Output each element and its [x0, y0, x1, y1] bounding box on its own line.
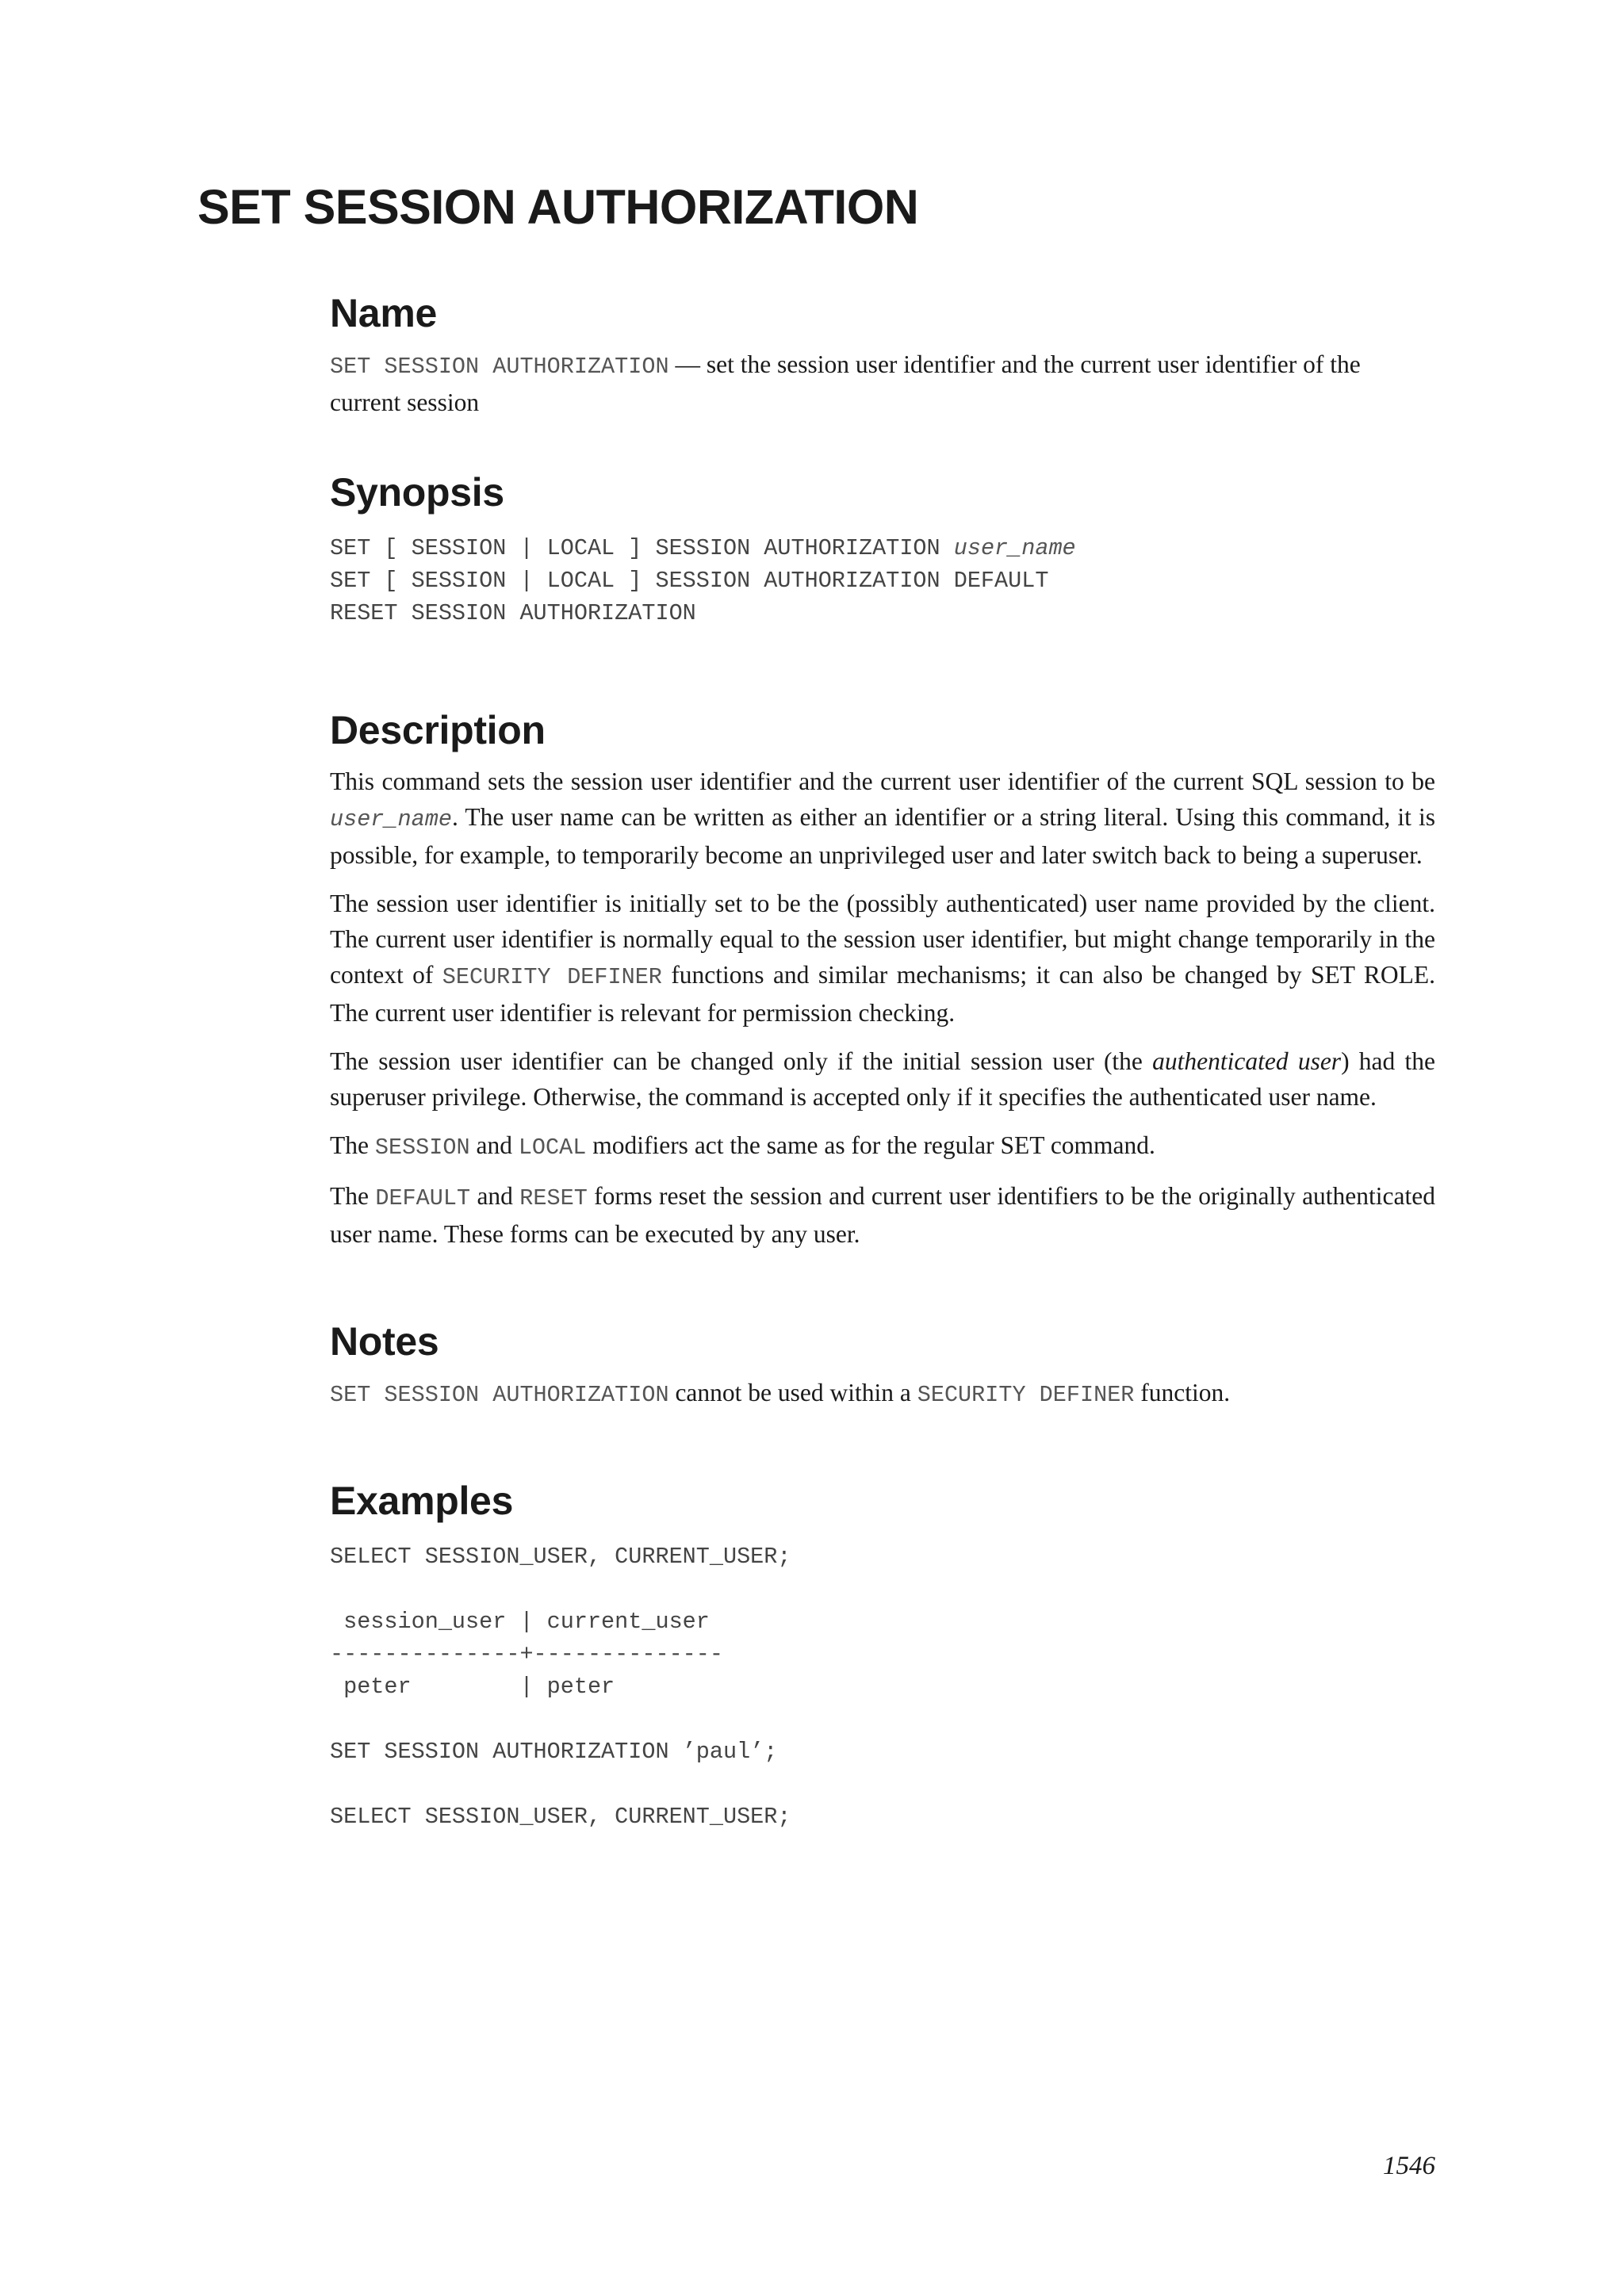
notes-text-2: function.: [1134, 1379, 1231, 1406]
description-p2-code: SECURITY DEFINER: [442, 964, 662, 990]
description-p3-text-b: ) had the superuser privilege. Otherwise, the command is accepted only if it specifies the authenticated user name.: [330, 1047, 1435, 1111]
synopsis-line-1-prefix: SET [ SESSION | LOCAL ] SESSION AUTHORIZATION: [330, 535, 954, 561]
notes-code-1: SET SESSION AUTHORIZATION: [330, 1382, 669, 1408]
description-paragraph-1: [330, 763, 1435, 873]
notes-text-1: cannot be used within a: [668, 1379, 917, 1406]
description-paragraph-4: [330, 1127, 1435, 1165]
description-paragraph-3: [330, 1043, 1435, 1115]
name-description: — set the session user identifier and the current user identifier of the current session: [330, 350, 1361, 416]
description-heading: Description: [330, 708, 546, 752]
description-p3-emphasis: authenticated user: [1152, 1047, 1342, 1075]
examples-heading: Examples: [330, 1479, 514, 1523]
page-content: [330, 292, 1435, 1833]
name-section: [330, 292, 1435, 420]
examples-section: [330, 1479, 1435, 1833]
synopsis-code: [330, 532, 1435, 629]
page-title: SET SESSION AUTHORIZATION: [197, 180, 919, 234]
examples-code: SELECT SESSION_USER, CURRENT_USER; session_user | current_user --------------+-------------- peter | peter SET SESSION AUTHORIZATION ’paul’; SELECT SESSION_USER, CURRENT_USER;: [330, 1544, 791, 1830]
description-p5-code-2: RESET: [519, 1185, 588, 1211]
notes-paragraph: [330, 1375, 1435, 1413]
description-p1-text-a: This command sets the session user identifier and the current user identifier of the current SQL session to be: [330, 767, 1435, 795]
description-p3-text-a: The session user identifier can be changed only if the initial session user (the: [330, 1047, 1153, 1075]
description-section: [330, 709, 1435, 1252]
synopsis-line-3: RESET SESSION AUTHORIZATION: [330, 600, 696, 626]
description-p5-text-c: forms reset the session and current user identifiers to be the originally authenticated user name. These forms can be executed by any user.: [330, 1182, 1435, 1248]
synopsis-heading: Synopsis: [330, 470, 504, 515]
name-heading: Name: [330, 291, 437, 335]
description-paragraph-5: [330, 1178, 1435, 1252]
description-p5-text-a: The: [330, 1182, 376, 1210]
description-p5-code-1: DEFAULT: [375, 1185, 471, 1211]
synopsis-section: [330, 471, 1435, 629]
synopsis-line-2: SET [ SESSION | LOCAL ] SESSION AUTHORIZATION DEFAULT: [330, 568, 1049, 594]
synopsis-line-1-param: user_name: [953, 535, 1076, 561]
description-p4-text-a: The: [330, 1131, 375, 1159]
page-number: 1546: [1383, 2152, 1435, 2180]
description-p1-param: user_name: [330, 806, 452, 832]
description-p2-text-b: functions and similar mechanisms; it can also be changed by SET ROLE. The current user identifier is relevant for permission checking.: [330, 961, 1435, 1027]
description-p5-text-b: and: [470, 1182, 520, 1210]
description-p4-code-2: LOCAL: [518, 1135, 587, 1161]
notes-code-2: SECURITY DEFINER: [917, 1382, 1135, 1408]
description-p4-text-c: modifiers act the same as for the regular SET command.: [586, 1131, 1155, 1159]
name-command: SET SESSION AUTHORIZATION: [330, 354, 669, 380]
notes-heading: Notes: [330, 1319, 439, 1364]
description-p2-text-a: The session user identifier is initially set to be the (possibly authenticated) user name provided by the client. The current user identifier is normally equal to the session user identifier, but might change temporarily in the context of: [330, 890, 1435, 989]
description-p1-text-b: . The user name can be written as either an identifier or a string literal. Using this command, it is possible, for example, to temporarily become an unprivileged user and later switch back to being a superuser.: [330, 803, 1435, 869]
description-p4-code-1: SESSION: [374, 1135, 470, 1161]
description-paragraph-2: [330, 886, 1435, 1031]
notes-section: [330, 1320, 1435, 1413]
description-p4-text-b: and: [469, 1131, 519, 1159]
name-paragraph: [330, 346, 1435, 420]
